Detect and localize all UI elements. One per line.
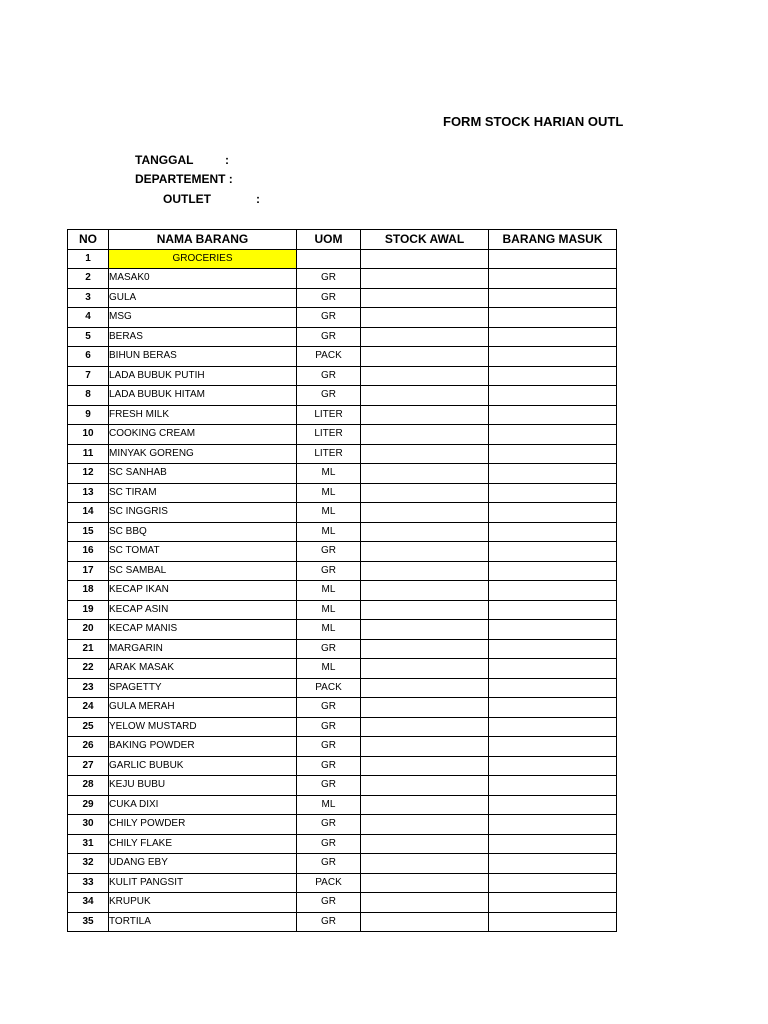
barang-masuk-cell[interactable]: [489, 561, 617, 581]
stock-awal-cell[interactable]: [361, 269, 489, 289]
stock-awal-cell[interactable]: [361, 425, 489, 445]
uom-cell: GR: [297, 366, 361, 386]
table-row: [68, 386, 617, 406]
barang-masuk-cell[interactable]: [489, 522, 617, 542]
item-name-cell: KECAP MANIS: [109, 620, 297, 640]
item-name-cell: CHILY FLAKE: [109, 834, 297, 854]
stock-awal-cell[interactable]: [361, 542, 489, 562]
row-number: 21: [68, 639, 109, 659]
column-header-no: NO: [68, 230, 109, 250]
barang-masuk-cell[interactable]: [489, 678, 617, 698]
barang-masuk-cell[interactable]: [489, 912, 617, 932]
stock-awal-cell[interactable]: [361, 347, 489, 367]
table-row: [68, 834, 617, 854]
row-number: 35: [68, 912, 109, 932]
row-number: 14: [68, 503, 109, 523]
barang-masuk-cell[interactable]: [489, 834, 617, 854]
item-name-cell: MASAK0: [109, 269, 297, 289]
barang-masuk-cell[interactable]: [489, 581, 617, 601]
barang-masuk-cell[interactable]: [489, 308, 617, 328]
table-row: [68, 366, 617, 386]
item-name-cell: BAKING POWDER: [109, 737, 297, 757]
table-row: [68, 581, 617, 601]
table-row: [68, 678, 617, 698]
barang-masuk-cell[interactable]: [489, 620, 617, 640]
table-row: [68, 620, 617, 640]
barang-masuk-cell[interactable]: [489, 717, 617, 737]
row-number: 32: [68, 854, 109, 874]
table-row: [68, 522, 617, 542]
row-number: 24: [68, 698, 109, 718]
item-name-cell: SC TIRAM: [109, 483, 297, 503]
stock-awal-cell[interactable]: [361, 854, 489, 874]
stock-awal-cell[interactable]: [361, 873, 489, 893]
table-row: [68, 464, 617, 484]
outlet-label: OUTLET: [163, 192, 211, 206]
table-row: [68, 600, 617, 620]
barang-masuk-cell[interactable]: [489, 249, 617, 269]
stock-awal-cell[interactable]: [361, 600, 489, 620]
item-name-cell: MARGARIN: [109, 639, 297, 659]
stock-awal-cell[interactable]: [361, 405, 489, 425]
uom-cell: GR: [297, 854, 361, 874]
item-name-cell: KULIT PANGSIT: [109, 873, 297, 893]
barang-masuk-cell[interactable]: [489, 288, 617, 308]
barang-masuk-cell[interactable]: [489, 659, 617, 679]
table-row: [68, 308, 617, 328]
tanggal-colon: :: [225, 153, 229, 167]
uom-cell: GR: [297, 269, 361, 289]
tanggal-label-row: [135, 153, 229, 167]
item-name-cell: UDANG EBY: [109, 854, 297, 874]
row-number: 13: [68, 483, 109, 503]
stock-awal-cell[interactable]: [361, 620, 489, 640]
uom-cell: GR: [297, 717, 361, 737]
stock-awal-cell[interactable]: [361, 522, 489, 542]
table-row: [68, 756, 617, 776]
row-number: 29: [68, 795, 109, 815]
barang-masuk-cell[interactable]: [489, 269, 617, 289]
table-row: [68, 912, 617, 932]
stock-awal-cell[interactable]: [361, 815, 489, 835]
item-name-cell: GULA: [109, 288, 297, 308]
item-name-cell: MSG: [109, 308, 297, 328]
barang-masuk-cell[interactable]: [489, 795, 617, 815]
table-row: [68, 795, 617, 815]
stock-awal-cell[interactable]: [361, 698, 489, 718]
tanggal-label: TANGGAL: [135, 153, 194, 167]
uom-cell: GR: [297, 834, 361, 854]
barang-masuk-cell[interactable]: [489, 425, 617, 445]
stock-awal-cell[interactable]: [361, 561, 489, 581]
uom-cell: GR: [297, 386, 361, 406]
table-row: [68, 893, 617, 913]
uom-cell: ML: [297, 464, 361, 484]
barang-masuk-cell[interactable]: [489, 483, 617, 503]
uom-cell: GR: [297, 327, 361, 347]
barang-masuk-cell[interactable]: [489, 776, 617, 796]
barang-masuk-cell[interactable]: [489, 386, 617, 406]
stock-awal-cell[interactable]: [361, 366, 489, 386]
uom-cell: GR: [297, 893, 361, 913]
row-number: 20: [68, 620, 109, 640]
stock-awal-cell[interactable]: [361, 581, 489, 601]
uom-cell: GR: [297, 815, 361, 835]
row-number: 26: [68, 737, 109, 757]
uom-cell: ML: [297, 795, 361, 815]
column-header-barang-masuk: BARANG MASUK: [489, 230, 617, 250]
barang-masuk-cell[interactable]: [489, 815, 617, 835]
barang-masuk-cell[interactable]: [489, 464, 617, 484]
item-name-cell: CHILY POWDER: [109, 815, 297, 835]
table-header-row: [68, 230, 617, 250]
row-number: 3: [68, 288, 109, 308]
table-row: [68, 269, 617, 289]
outlet-label-row: [163, 192, 260, 206]
stock-awal-cell[interactable]: [361, 288, 489, 308]
uom-cell: GR: [297, 776, 361, 796]
row-number: 8: [68, 386, 109, 406]
table-row: [68, 425, 617, 445]
uom-cell: LITER: [297, 405, 361, 425]
item-name-cell: KRUPUK: [109, 893, 297, 913]
item-name-cell: SC SAMBAL: [109, 561, 297, 581]
stock-awal-cell[interactable]: [361, 834, 489, 854]
item-name-cell: BIHUN BERAS: [109, 347, 297, 367]
stock-awal-cell[interactable]: [361, 444, 489, 464]
barang-masuk-cell[interactable]: [489, 737, 617, 757]
item-name-cell: COOKING CREAM: [109, 425, 297, 445]
column-header-nama-barang: NAMA BARANG: [109, 230, 297, 250]
stock-awal-cell[interactable]: [361, 737, 489, 757]
stock-awal-cell[interactable]: [361, 756, 489, 776]
barang-masuk-cell[interactable]: [489, 503, 617, 523]
uom-cell: ML: [297, 522, 361, 542]
item-name-cell: TORTILA: [109, 912, 297, 932]
row-number: 6: [68, 347, 109, 367]
table-row: [68, 639, 617, 659]
barang-masuk-cell[interactable]: [489, 893, 617, 913]
table-row: [68, 873, 617, 893]
stock-awal-cell[interactable]: [361, 776, 489, 796]
departement-label-row: [135, 172, 233, 186]
table-row: [68, 327, 617, 347]
column-header-stock-awal: STOCK AWAL: [361, 230, 489, 250]
table-row: [68, 249, 617, 269]
table-row: [68, 659, 617, 679]
table-row: [68, 503, 617, 523]
item-name-cell: FRESH MILK: [109, 405, 297, 425]
item-name-cell: SC INGGRIS: [109, 503, 297, 523]
table-row: [68, 737, 617, 757]
item-name-cell: KECAP IKAN: [109, 581, 297, 601]
barang-masuk-cell[interactable]: [489, 444, 617, 464]
barang-masuk-cell[interactable]: [489, 366, 617, 386]
barang-masuk-cell[interactable]: [489, 600, 617, 620]
uom-cell: ML: [297, 483, 361, 503]
uom-cell: GR: [297, 737, 361, 757]
uom-cell: GR: [297, 698, 361, 718]
stock-table: [67, 229, 617, 932]
table-row: [68, 483, 617, 503]
row-number: 17: [68, 561, 109, 581]
form-title: FORM STOCK HARIAN OUTL: [443, 114, 624, 129]
uom-cell: LITER: [297, 425, 361, 445]
row-number: 28: [68, 776, 109, 796]
table-row: [68, 405, 617, 425]
column-header-uom: UOM: [297, 230, 361, 250]
uom-cell: PACK: [297, 678, 361, 698]
barang-masuk-cell[interactable]: [489, 698, 617, 718]
table-row: [68, 815, 617, 835]
table-row: [68, 717, 617, 737]
item-name-cell: KEJU BUBU: [109, 776, 297, 796]
row-number: 31: [68, 834, 109, 854]
stock-awal-cell[interactable]: [361, 464, 489, 484]
barang-masuk-cell[interactable]: [489, 854, 617, 874]
row-number: 10: [68, 425, 109, 445]
uom-cell: [297, 249, 361, 269]
stock-awal-cell[interactable]: [361, 503, 489, 523]
row-number: 1: [68, 249, 109, 269]
row-number: 19: [68, 600, 109, 620]
table-row: [68, 854, 617, 874]
stock-awal-cell[interactable]: [361, 327, 489, 347]
barang-masuk-cell[interactable]: [489, 873, 617, 893]
item-name-cell: KECAP ASIN: [109, 600, 297, 620]
stock-awal-cell[interactable]: [361, 639, 489, 659]
uom-cell: ML: [297, 620, 361, 640]
uom-cell: GR: [297, 756, 361, 776]
uom-cell: ML: [297, 600, 361, 620]
barang-masuk-cell[interactable]: [489, 347, 617, 367]
stock-awal-cell[interactable]: [361, 483, 489, 503]
stock-awal-cell[interactable]: [361, 659, 489, 679]
row-number: 18: [68, 581, 109, 601]
item-name-cell: LADA BUBUK HITAM: [109, 386, 297, 406]
uom-cell: ML: [297, 503, 361, 523]
row-number: 25: [68, 717, 109, 737]
row-number: 33: [68, 873, 109, 893]
row-number: 4: [68, 308, 109, 328]
table-row: [68, 347, 617, 367]
row-number: 12: [68, 464, 109, 484]
uom-cell: GR: [297, 561, 361, 581]
uom-cell: GR: [297, 308, 361, 328]
row-number: 11: [68, 444, 109, 464]
stock-awal-cell[interactable]: [361, 249, 489, 269]
row-number: 30: [68, 815, 109, 835]
stock-table-body: [68, 249, 617, 932]
uom-cell: PACK: [297, 347, 361, 367]
row-number: 2: [68, 269, 109, 289]
stock-awal-cell[interactable]: [361, 386, 489, 406]
row-number: 5: [68, 327, 109, 347]
stock-awal-cell[interactable]: [361, 795, 489, 815]
uom-cell: ML: [297, 581, 361, 601]
row-number: 16: [68, 542, 109, 562]
uom-cell: GR: [297, 639, 361, 659]
item-name-cell: GULA MERAH: [109, 698, 297, 718]
row-number: 9: [68, 405, 109, 425]
table-row: [68, 542, 617, 562]
row-number: 15: [68, 522, 109, 542]
uom-cell: GR: [297, 912, 361, 932]
uom-cell: PACK: [297, 873, 361, 893]
table-row: [68, 698, 617, 718]
stock-awal-cell[interactable]: [361, 678, 489, 698]
row-number: 23: [68, 678, 109, 698]
outlet-colon: :: [256, 192, 260, 206]
uom-cell: ML: [297, 659, 361, 679]
item-name-cell: MINYAK GORENG: [109, 444, 297, 464]
item-name-cell: LADA BUBUK PUTIH: [109, 366, 297, 386]
item-name-cell: BERAS: [109, 327, 297, 347]
row-number: 27: [68, 756, 109, 776]
category-cell: GROCERIES: [109, 249, 297, 269]
barang-masuk-cell[interactable]: [489, 639, 617, 659]
item-name-cell: YELOW MUSTARD: [109, 717, 297, 737]
barang-masuk-cell[interactable]: [489, 327, 617, 347]
table-row: [68, 561, 617, 581]
barang-masuk-cell[interactable]: [489, 756, 617, 776]
uom-cell: GR: [297, 542, 361, 562]
item-name-cell: SPAGETTY: [109, 678, 297, 698]
departement-label: DEPARTEMENT :: [135, 172, 233, 186]
item-name-cell: SC TOMAT: [109, 542, 297, 562]
item-name-cell: CUKA DIXI: [109, 795, 297, 815]
item-name-cell: SC SANHAB: [109, 464, 297, 484]
item-name-cell: SC BBQ: [109, 522, 297, 542]
item-name-cell: GARLIC BUBUK: [109, 756, 297, 776]
stock-awal-cell[interactable]: [361, 893, 489, 913]
stock-awal-cell[interactable]: [361, 717, 489, 737]
table-row: [68, 444, 617, 464]
row-number: 22: [68, 659, 109, 679]
stock-awal-cell[interactable]: [361, 912, 489, 932]
uom-cell: LITER: [297, 444, 361, 464]
table-row: [68, 776, 617, 796]
table-row: [68, 288, 617, 308]
row-number: 34: [68, 893, 109, 913]
barang-masuk-cell[interactable]: [489, 405, 617, 425]
stock-awal-cell[interactable]: [361, 308, 489, 328]
item-name-cell: ARAK MASAK: [109, 659, 297, 679]
row-number: 7: [68, 366, 109, 386]
barang-masuk-cell[interactable]: [489, 542, 617, 562]
uom-cell: GR: [297, 288, 361, 308]
